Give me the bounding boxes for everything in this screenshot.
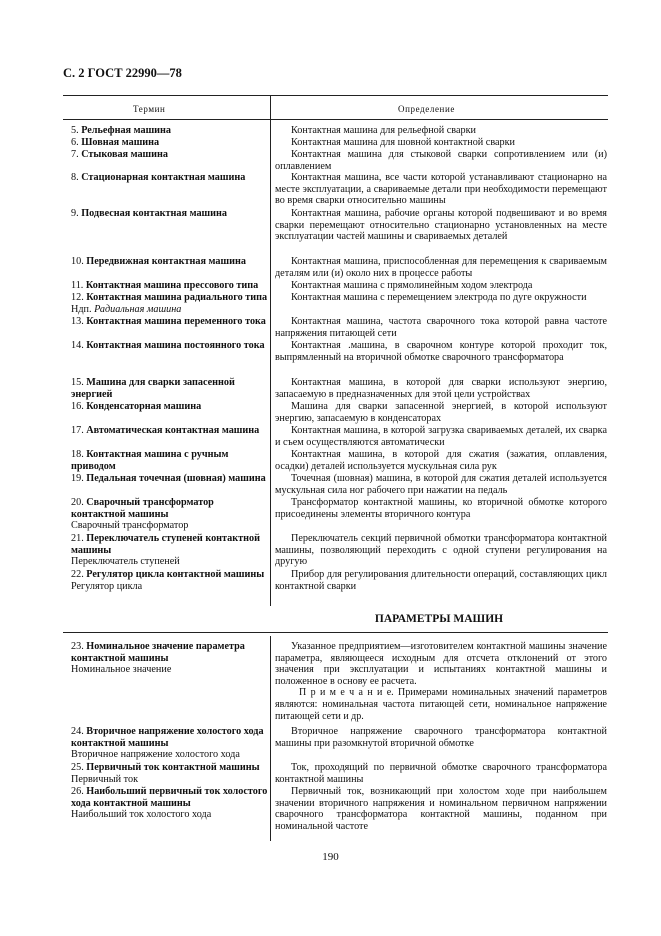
column-header-definition: Определение [398,104,455,114]
column-header-term: Термин [133,104,166,114]
section-rule [63,632,608,633]
table-top-rule [63,95,608,96]
page-number: 190 [322,851,339,863]
page-header: С. 2 ГОСТ 22990—78 [63,66,182,80]
column-divider-params [270,636,271,841]
column-divider [270,95,271,606]
header-bottom-rule [63,119,608,120]
note: П р и м е ч а н и е. Примерами номинальных значений параметров являются: номинальная частота питающей сети, номинальное напряжение питающей сети и др. [275,687,607,722]
section-title: ПАРАМЕТРЫ МАШИН [374,613,504,625]
